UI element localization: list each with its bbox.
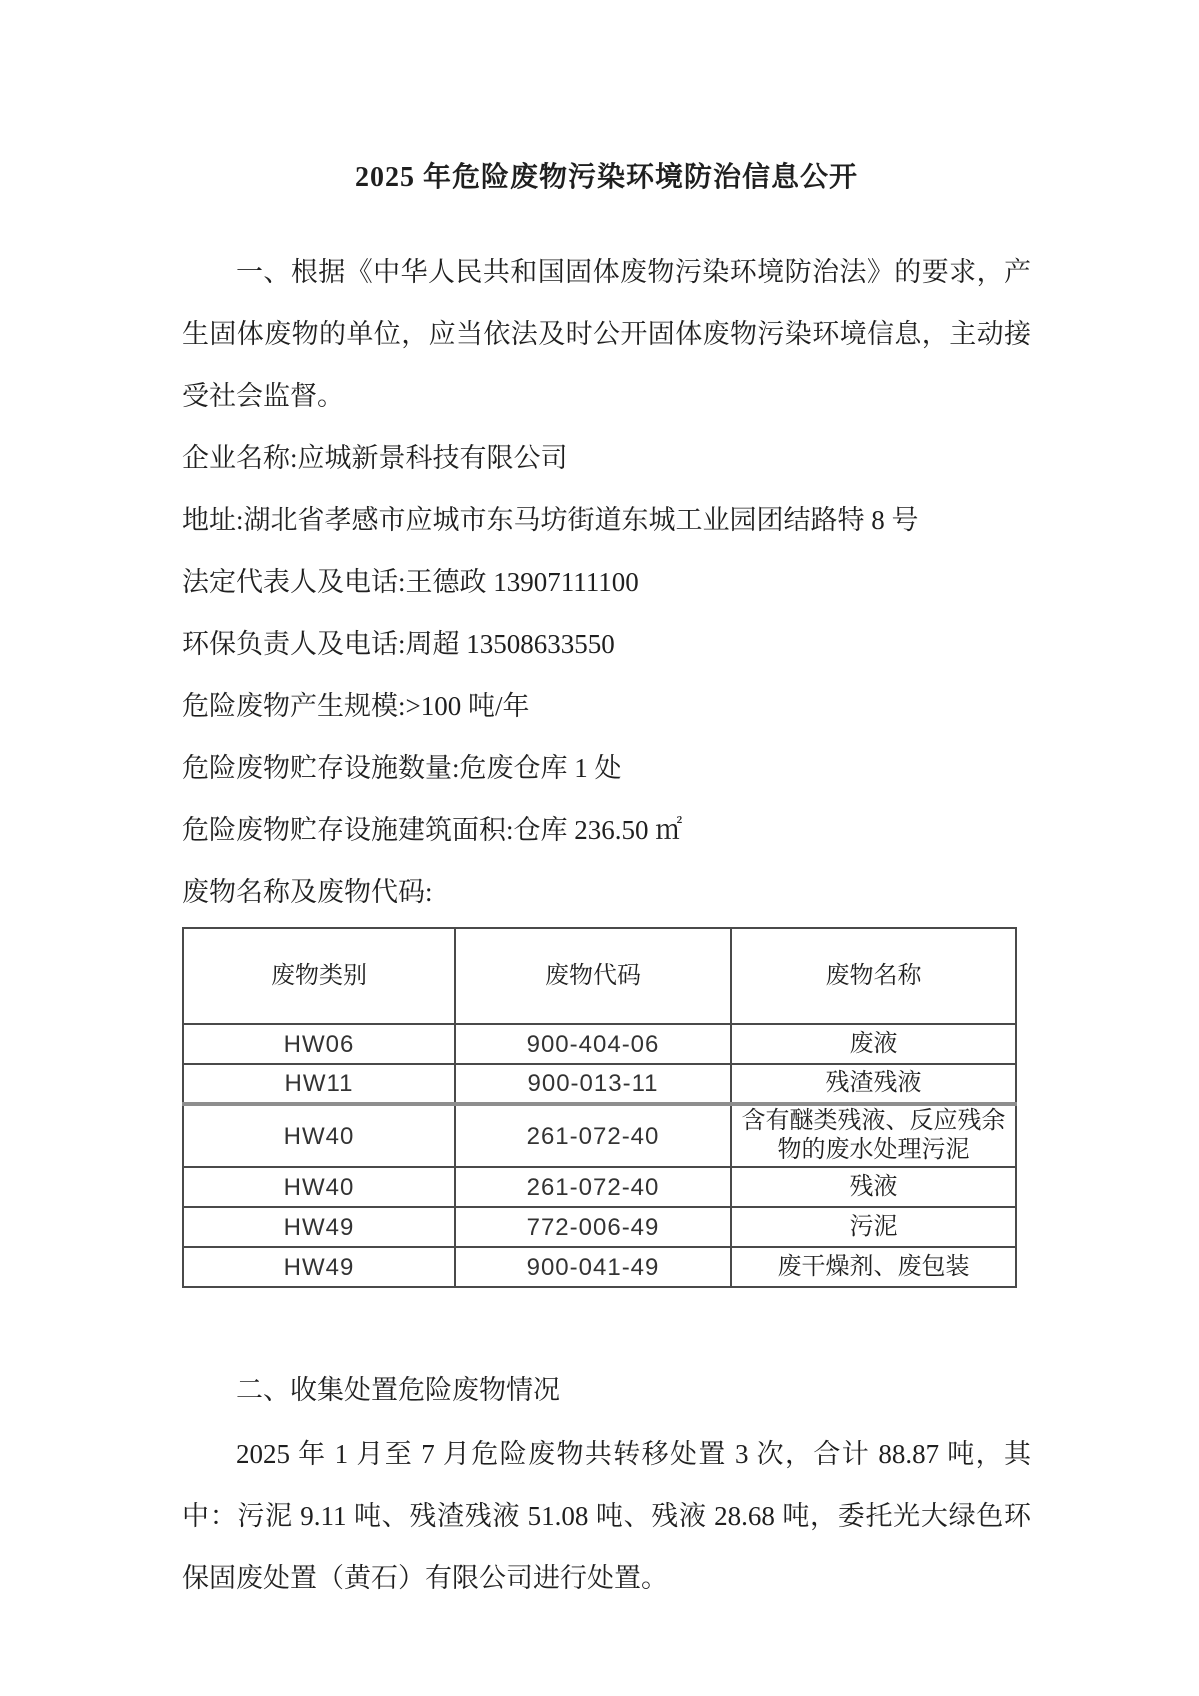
table-row [183,1167,1016,1207]
info-line: 环保负责人及电话:周超 13508633550 [182,629,615,659]
table-body [183,1024,1016,1287]
table-cell: 残渣残液 [731,1064,1016,1104]
table-cell: 900-404-06 [455,1024,731,1064]
column-header: 废物类别 [183,928,455,1024]
info-line: 废物名称及废物代码: [182,877,433,907]
table-cell: HW11 [183,1064,455,1104]
table-cell: HW49 [183,1207,455,1247]
table-cell: 900-041-49 [455,1247,731,1287]
company-info-list [182,427,1031,923]
table-row [183,1247,1016,1287]
intro-paragraph: 一、根据《中华人民共和国固体废物污染环境防治法》的要求，产生固体废物的单位，应当依法及时公开固体废物污染环境信息，主动接受社会监督。 [182,257,1031,411]
table-cell: 含有醚类残液、反应残余物的废水处理污泥 [731,1104,1016,1167]
table-cell: 772-006-49 [455,1207,731,1247]
info-line: 法定代表人及电话:王德政 13907111100 [182,567,639,597]
page-title: 2025 年危险废物污染环境防治信息公开 [354,162,858,193]
waste-code-table [182,927,1017,1288]
column-header: 废物代码 [455,928,731,1024]
table-row [183,1207,1016,1247]
table-cell: 900-013-11 [455,1064,731,1104]
table-cell: 废液 [731,1024,1016,1064]
table-cell: 污泥 [731,1207,1016,1247]
table-row [183,1024,1016,1064]
table-cell: 废干燥剂、废包装 [731,1247,1016,1287]
table-cell: 261-072-40 [455,1167,731,1207]
table-cell: HW49 [183,1247,455,1287]
table-row [183,1064,1016,1104]
table-cell: HW40 [183,1167,455,1207]
info-line: 危险废物贮存设施数量:危废仓库 1 处 [182,753,622,783]
section2-heading: 二、收集处置危险废物情况 [236,1375,560,1405]
table-cell: 残液 [731,1167,1016,1207]
table-cell: HW40 [183,1104,455,1167]
info-line: 危险废物产生规模:>100 吨/年 [182,691,530,721]
info-line: 企业名称:应城新景科技有限公司 [182,443,568,473]
section2-paragraph: 2025 年 1 月至 7 月危险废物共转移处置 3 次，合计 88.87 吨，其中：污泥 9.11 吨、残渣残液 51.08 吨、残液 28.68 吨，委托光大绿色环保固废处置（黄石）有限公司进行处置。 [182,1439,1031,1593]
column-header: 废物名称 [731,928,1016,1024]
table-header-row [183,928,1016,1024]
table-row [183,1104,1016,1167]
info-line: 危险废物贮存设施建筑面积:仓库 236.50 ㎡ [182,815,683,845]
table-cell: HW06 [183,1024,455,1064]
table-cell: 261-072-40 [455,1104,731,1167]
info-line: 地址:湖北省孝感市应城市东马坊街道东城工业园团结路特 8 号 [182,505,919,535]
